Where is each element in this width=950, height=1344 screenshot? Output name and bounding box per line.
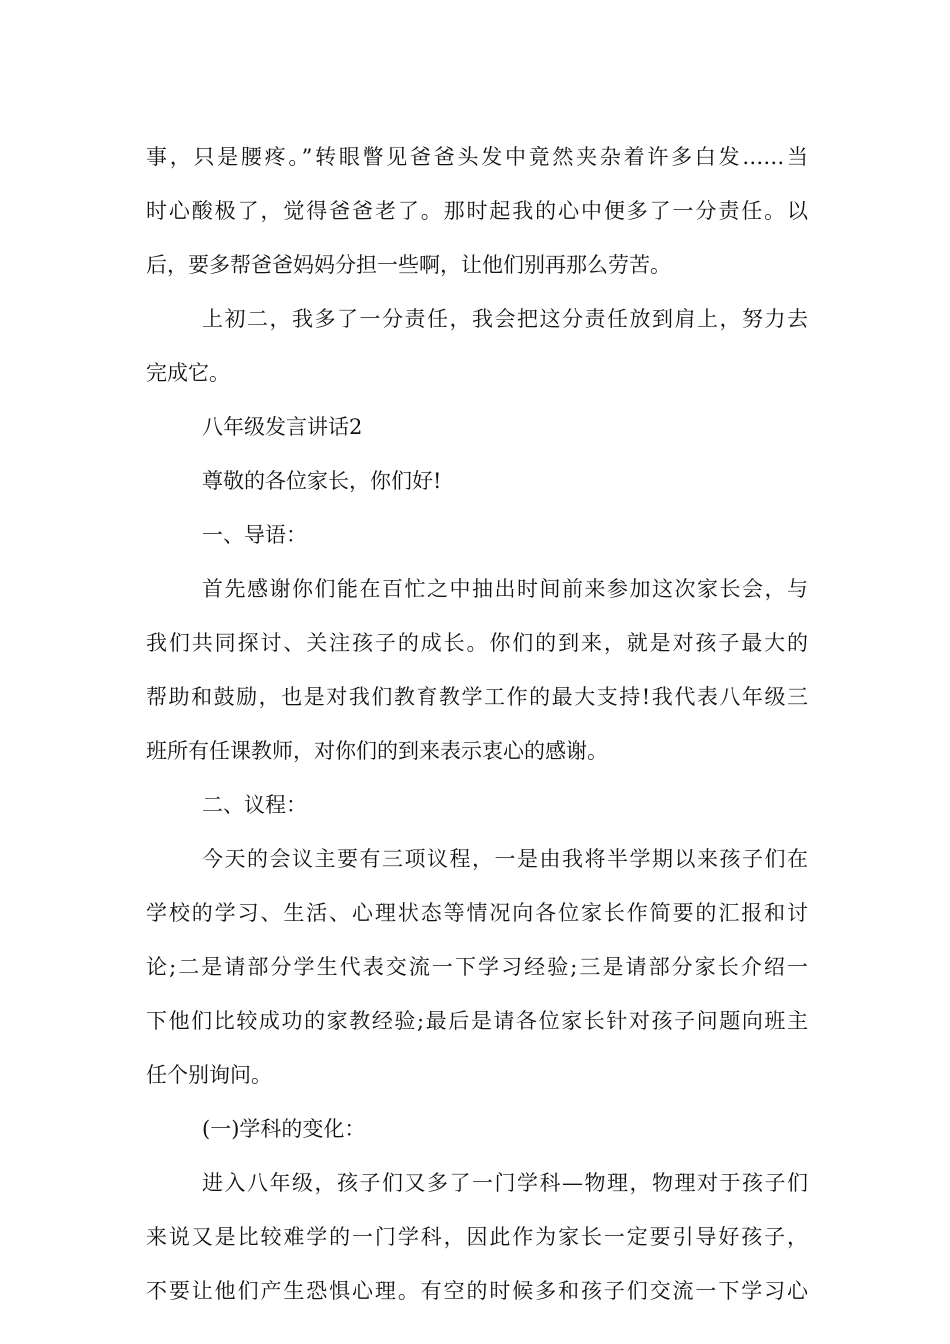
paragraph-line: 进入八年级，孩子们又多了一门学科—物理，物理对于孩子们: [202, 1171, 808, 1195]
salutation: 尊敬的各位家长，你们好!: [202, 469, 442, 493]
text-line: 时心酸极了，觉得爸爸老了。那时起我的心中便多了一分责任。以: [146, 199, 808, 223]
text-line: 学校的学习、生活、心理状态等情况向各位家长作简要的汇报和讨: [146, 901, 808, 925]
text-line: 事，只是腰疼。”转眼瞥见爸爸头发中竟然夹杂着许多白发……当: [146, 145, 808, 169]
section-heading: 一、导语：: [202, 523, 307, 547]
paragraph-line: 上初二，我多了一分责任，我会把这分责任放到肩上，努力去: [202, 307, 808, 331]
text-line: 不要让他们产生恐惧心理。有空的时候多和孩子们交流一下学习心: [146, 1279, 808, 1303]
text-line: 任个别询问。: [146, 1063, 272, 1087]
text-line: 下他们比较成功的家教经验;最后是请各位家长针对孩子问题向班主: [146, 1009, 808, 1033]
section-heading: (一)学科的变化：: [202, 1117, 366, 1141]
paragraph-line: 首先感谢你们能在百忙之中抽出时间前来参加这次家长会，与: [202, 577, 808, 601]
text-line: 帮助和鼓励，也是对我们教育教学工作的最大支持!我代表八年级三: [146, 685, 808, 709]
section-heading: 八年级发言讲话2: [202, 415, 363, 439]
section-heading: 二、议程：: [202, 793, 307, 817]
text-line: 我们共同探讨、关注孩子的成长。你们的到来，就是对孩子最大的: [146, 631, 808, 655]
paragraph-line: 今天的会议主要有三项议程，一是由我将半学期以来孩子们在: [202, 847, 808, 871]
text-line: 班所有任课教师，对你们的到来表示衷心的感谢。: [146, 739, 608, 763]
document-body: [146, 130, 808, 1318]
text-line: 来说又是比较难学的一门学科，因此作为家长一定要引导好孩子，: [146, 1225, 808, 1249]
text-line: 完成它。: [146, 361, 230, 385]
text-line: 论;二是请部分学生代表交流一下学习经验;三是请部分家长介绍一: [146, 955, 808, 979]
text-line: 后，要多帮爸爸妈妈分担一些啊，让他们别再那么劳苦。: [146, 253, 671, 277]
